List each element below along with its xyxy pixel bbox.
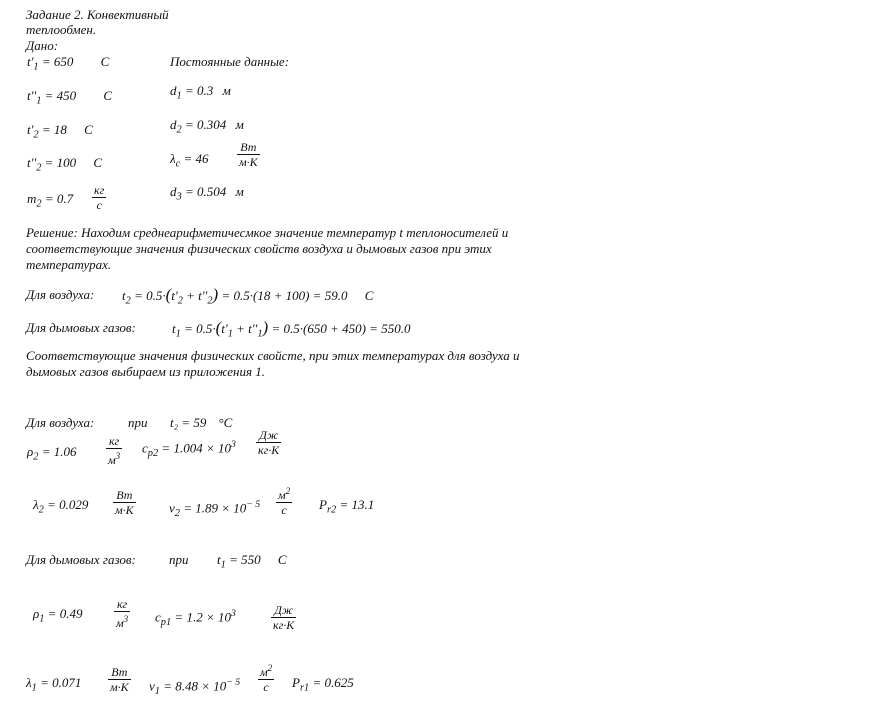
props-note-line-1: Соответствующие значения физических свойсте, при этих температурах для воздуха и	[26, 348, 520, 363]
air-cp-unit: Дж кг·K	[258, 428, 280, 457]
given-t2-prime: $t'_2 = 18$ C	[27, 122, 93, 141]
task-title: Задание 2. Конвективный	[26, 7, 169, 22]
air-lambda-unit: Вт м·K	[115, 488, 134, 517]
avg-gas-formula: $t_1 = 0.5\cdot(t'_1 + t''_1) = 0.5\cdot(650 + 450) = 550.0$	[172, 318, 411, 340]
gas-rho-unit: кг $м^3$	[116, 597, 129, 630]
solution-line-1: Решение: Находим среднеарифметичесмкое значение температур t теплоносителей и	[26, 225, 509, 240]
props-note-line-2: дымовых газов выбираем из приложения 1.	[26, 364, 265, 379]
solution-line-2: соответствующие значения физических свойств воздуха и дымовых газов при этих	[26, 241, 492, 256]
air-nu: $\nu_2 = 1.89 \times 10^{- 5}$	[169, 499, 261, 519]
given-t1-prime: $t'_1 = 650$ C	[27, 54, 110, 73]
const-d1: $d_1 = 0.3$ м	[170, 83, 231, 102]
given-m2: $m_2 = 0.7$	[27, 191, 74, 210]
const-lambda-c: $\lambda_c = 46$	[170, 151, 209, 170]
air-rho-unit: кг $м^3$	[108, 434, 121, 467]
air-lambda: $\lambda_2 = 0.029$	[33, 497, 89, 516]
gas-pr: $P_{r1} = 0.625$	[292, 675, 354, 694]
given-t1-dprime: $t''_1 = 450$ C	[27, 88, 113, 107]
avg-gas-label: Для дымовых газов:	[26, 320, 136, 335]
avg-air-formula: $t_2 = 0.5\cdot(t'_2 + t''_2) = 0.5\cdot(18 + 100) = 59.0$ C	[122, 285, 374, 307]
gas-label: Для дымовых газов:	[26, 552, 136, 567]
gas-cp-unit: Дж кг·K	[273, 603, 295, 632]
gas-nu: $\nu_1 = 8.48 \times 10^{- 5}$	[149, 677, 241, 697]
gas-lambda-unit: Вт м·K	[110, 665, 129, 694]
gas-at: при	[169, 552, 189, 567]
gas-lambda: $\lambda_1 = 0.071$	[26, 675, 82, 694]
solution-line-3: температурах.	[26, 257, 112, 272]
const-d3: $d_3 = 0.504$ м	[170, 184, 244, 203]
gas-rho: $\rho_1 = 0.49$	[33, 606, 83, 625]
constants-title: Постоянные данные:	[170, 54, 290, 69]
gas-temp: $t_1 = 550$ C	[217, 552, 287, 571]
m2-unit: кг с	[94, 183, 105, 212]
given-t2-dprime: $t''_2 = 100$ C	[27, 155, 103, 174]
gas-cp: $c_{p1} = 1.2 \times 10^3$	[155, 608, 236, 628]
air-temp: t₂ = 59 °C	[170, 415, 233, 430]
gas-nu-unit: $м^2$ с	[260, 663, 273, 694]
air-label: Для воздуха:	[26, 415, 95, 430]
air-cp: $c_{p2} = 1.004 \times 10^3$	[142, 439, 236, 459]
air-at: при	[128, 415, 148, 430]
given-label: Дано:	[26, 38, 59, 53]
avg-air-label: Для воздуха:	[26, 287, 95, 302]
air-rho: $\rho_2 = 1.06$	[27, 444, 77, 463]
task-title-cont: теплообмен.	[26, 22, 97, 37]
air-nu-unit: $м^2$ с	[278, 486, 291, 517]
lambda-c-unit: Вт м·K	[239, 140, 258, 169]
const-d2: $d_2 = 0.304$ м	[170, 117, 244, 136]
air-pr: $P_{r2} = 13.1$	[319, 497, 375, 516]
